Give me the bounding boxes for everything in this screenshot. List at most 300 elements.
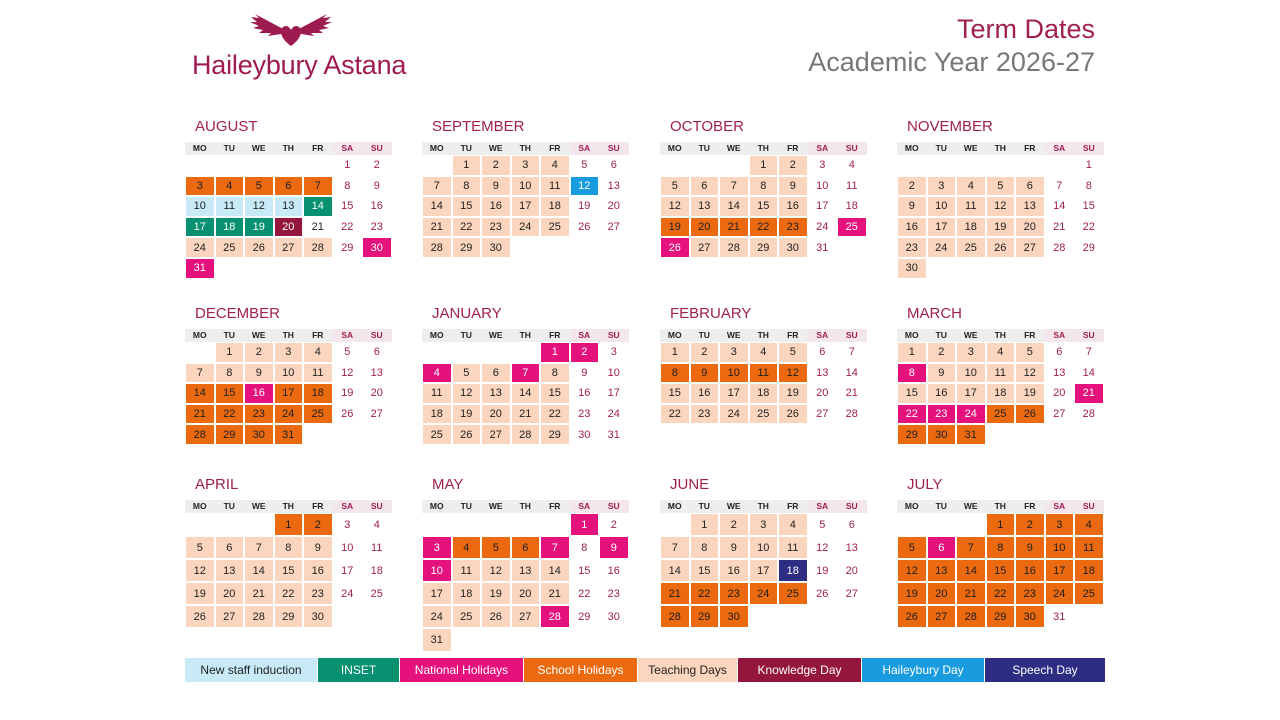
day-cell: 14: [244, 559, 274, 582]
day-cell: 14: [837, 363, 867, 384]
day-cell: 16: [927, 383, 957, 404]
day-cell: 15: [1074, 196, 1104, 217]
month-name: NOVEMBER: [907, 118, 993, 135]
day-cell: 23: [244, 404, 274, 425]
day-cell: 28: [660, 605, 690, 628]
day-header: WE: [956, 500, 986, 513]
day-cell: 25: [303, 404, 333, 425]
day-cell: 4: [749, 342, 779, 363]
day-header: TH: [986, 329, 1016, 342]
day-cell: 20: [690, 217, 720, 238]
day-cell: 21: [303, 217, 333, 238]
day-header: FR: [540, 142, 570, 155]
day-cell: 10: [599, 363, 629, 384]
day-cell: 14: [540, 559, 570, 582]
day-header: TH: [511, 142, 541, 155]
day-header: SA: [1045, 500, 1075, 513]
day-header: TU: [215, 500, 245, 513]
day-cell: 21: [1045, 217, 1075, 238]
day-cell: 12: [808, 536, 838, 559]
day-cell: 27: [690, 237, 720, 258]
day-cell: 10: [511, 176, 541, 197]
day-cell: 31: [422, 628, 452, 651]
day-cell: 20: [215, 582, 245, 605]
day-cell: 12: [1015, 363, 1045, 384]
day-cell: 15: [333, 196, 363, 217]
day-header: SU: [362, 142, 392, 155]
day-cell: 12: [481, 559, 511, 582]
day-header: FR: [540, 500, 570, 513]
legend-item-hday: Haileybury Day: [862, 658, 985, 682]
day-cell: 24: [511, 217, 541, 238]
day-header: SU: [362, 500, 392, 513]
day-header: FR: [303, 329, 333, 342]
month-name: FEBRUARY: [670, 305, 752, 322]
day-cell: 26: [778, 404, 808, 425]
day-cell: 1: [660, 342, 690, 363]
day-cell: 11: [452, 559, 482, 582]
day-cell: 11: [749, 363, 779, 384]
day-cell: 30: [719, 605, 749, 628]
day-header: WE: [719, 500, 749, 513]
day-cell: 2: [362, 155, 392, 176]
day-cell: 6: [599, 155, 629, 176]
day-cell: 2: [244, 342, 274, 363]
day-cell: 1: [333, 155, 363, 176]
day-cell: 6: [808, 342, 838, 363]
empty-cell: [986, 155, 1016, 176]
day-cell: 24: [333, 582, 363, 605]
day-cell: 30: [303, 605, 333, 628]
day-cell: 14: [422, 196, 452, 217]
day-header: SU: [599, 500, 629, 513]
day-cell: 27: [837, 582, 867, 605]
empty-cell: [422, 513, 452, 536]
day-cell: 6: [927, 536, 957, 559]
empty-cell: [690, 155, 720, 176]
day-cell: 21: [837, 383, 867, 404]
empty-cell: [185, 513, 215, 536]
day-cell: 28: [540, 605, 570, 628]
day-cell: 7: [1074, 342, 1104, 363]
day-header: SU: [837, 500, 867, 513]
day-cell: 18: [986, 383, 1016, 404]
day-cell: 18: [215, 217, 245, 238]
day-cell: 28: [1045, 237, 1075, 258]
day-cell: 19: [244, 217, 274, 238]
day-cell: 17: [1045, 559, 1075, 582]
day-header: TH: [511, 329, 541, 342]
day-cell: 26: [897, 605, 927, 628]
day-cell: 29: [452, 237, 482, 258]
day-cell: 4: [303, 342, 333, 363]
school-name: Haileybury Astana: [192, 50, 407, 80]
day-cell: 12: [986, 196, 1016, 217]
day-cell: 15: [215, 383, 245, 404]
day-cell: 25: [956, 237, 986, 258]
day-cell: 16: [1015, 559, 1045, 582]
day-cell: 30: [481, 237, 511, 258]
day-cell: 21: [1074, 383, 1104, 404]
day-cell: 27: [808, 404, 838, 425]
empty-cell: [422, 342, 452, 363]
day-cell: 8: [215, 363, 245, 384]
day-cell: 22: [333, 217, 363, 238]
day-cell: 3: [808, 155, 838, 176]
day-cell: 17: [274, 383, 304, 404]
day-cell: 5: [986, 176, 1016, 197]
empty-cell: [1045, 155, 1075, 176]
day-cell: 26: [452, 424, 482, 445]
day-cell: 2: [570, 342, 600, 363]
day-cell: 29: [215, 424, 245, 445]
day-cell: 7: [511, 363, 541, 384]
empty-cell: [897, 513, 927, 536]
day-cell: 19: [1015, 383, 1045, 404]
day-cell: 9: [690, 363, 720, 384]
day-header: SA: [570, 142, 600, 155]
day-cell: 6: [837, 513, 867, 536]
day-header: TU: [927, 329, 957, 342]
day-cell: 9: [481, 176, 511, 197]
day-cell: 16: [690, 383, 720, 404]
month-name: APRIL: [195, 476, 239, 493]
day-cell: 17: [185, 217, 215, 238]
month-name: AUGUST: [195, 118, 258, 135]
day-cell: 25: [540, 217, 570, 238]
day-cell: 23: [481, 217, 511, 238]
day-header: WE: [244, 142, 274, 155]
day-header: SU: [599, 142, 629, 155]
day-cell: 23: [719, 582, 749, 605]
day-cell: 14: [1074, 363, 1104, 384]
day-cell: 10: [749, 536, 779, 559]
day-cell: 25: [986, 404, 1016, 425]
day-cell: 4: [778, 513, 808, 536]
day-cell: 19: [808, 559, 838, 582]
day-cell: 3: [719, 342, 749, 363]
day-cell: 23: [362, 217, 392, 238]
day-cell: 19: [660, 217, 690, 238]
day-cell: 18: [778, 559, 808, 582]
day-cell: 28: [837, 404, 867, 425]
day-header: MO: [660, 329, 690, 342]
day-cell: 10: [808, 176, 838, 197]
day-cell: 27: [274, 237, 304, 258]
empty-cell: [927, 155, 957, 176]
day-cell: 18: [837, 196, 867, 217]
day-cell: 31: [1045, 605, 1075, 628]
day-cell: 17: [749, 559, 779, 582]
day-cell: 16: [362, 196, 392, 217]
day-header: MO: [185, 142, 215, 155]
day-cell: 5: [185, 536, 215, 559]
day-cell: 1: [897, 342, 927, 363]
day-cell: 21: [244, 582, 274, 605]
day-cell: 5: [897, 536, 927, 559]
day-cell: 11: [215, 196, 245, 217]
day-cell: 18: [956, 217, 986, 238]
day-header: SU: [837, 329, 867, 342]
day-header: SU: [1074, 142, 1104, 155]
day-cell: 6: [215, 536, 245, 559]
day-cell: 11: [986, 363, 1016, 384]
day-cell: 9: [362, 176, 392, 197]
day-cell: 20: [1015, 217, 1045, 238]
day-cell: 8: [274, 536, 304, 559]
day-header: MO: [422, 142, 452, 155]
day-header: TU: [215, 329, 245, 342]
day-cell: 13: [927, 559, 957, 582]
day-cell: 25: [749, 404, 779, 425]
day-header: SA: [333, 142, 363, 155]
day-cell: 25: [215, 237, 245, 258]
day-cell: 23: [690, 404, 720, 425]
day-cell: 16: [599, 559, 629, 582]
legend-item-inset: INSET: [318, 658, 400, 682]
day-cell: 4: [956, 176, 986, 197]
day-cell: 20: [481, 404, 511, 425]
day-cell: 22: [215, 404, 245, 425]
day-cell: 8: [897, 363, 927, 384]
day-cell: 31: [185, 258, 215, 279]
day-cell: 10: [422, 559, 452, 582]
day-cell: 16: [897, 217, 927, 238]
day-cell: 16: [481, 196, 511, 217]
day-cell: 5: [660, 176, 690, 197]
day-cell: 7: [185, 363, 215, 384]
day-cell: 16: [303, 559, 333, 582]
day-cell: 10: [956, 363, 986, 384]
day-header: TH: [511, 500, 541, 513]
day-cell: 25: [362, 582, 392, 605]
day-cell: 31: [599, 424, 629, 445]
day-cell: 10: [1045, 536, 1075, 559]
empty-cell: [897, 155, 927, 176]
day-cell: 13: [837, 536, 867, 559]
day-cell: 18: [540, 196, 570, 217]
day-cell: 14: [511, 383, 541, 404]
day-header: FR: [1015, 500, 1045, 513]
day-cell: 12: [333, 363, 363, 384]
day-cell: 21: [422, 217, 452, 238]
day-header: TH: [749, 329, 779, 342]
empty-cell: [927, 513, 957, 536]
legend-item-knowledge: Knowledge Day: [738, 658, 862, 682]
day-cell: 27: [1015, 237, 1045, 258]
day-cell: 25: [1074, 582, 1104, 605]
day-cell: 2: [599, 513, 629, 536]
day-cell: 21: [719, 217, 749, 238]
day-cell: 13: [1045, 363, 1075, 384]
legend-item-school: School Holidays: [524, 658, 638, 682]
day-header: MO: [897, 500, 927, 513]
day-cell: 29: [690, 605, 720, 628]
day-cell: 8: [1074, 176, 1104, 197]
day-cell: 12: [778, 363, 808, 384]
day-cell: 10: [274, 363, 304, 384]
day-cell: 28: [422, 237, 452, 258]
empty-cell: [481, 513, 511, 536]
day-cell: 18: [362, 559, 392, 582]
day-cell: 22: [690, 582, 720, 605]
day-cell: 7: [719, 176, 749, 197]
day-header: FR: [778, 142, 808, 155]
day-cell: 29: [274, 605, 304, 628]
day-cell: 3: [333, 513, 363, 536]
page-subtitle: Academic Year 2026-27: [808, 47, 1095, 77]
day-header: SA: [808, 329, 838, 342]
day-cell: 29: [540, 424, 570, 445]
day-cell: 26: [185, 605, 215, 628]
empty-cell: [244, 513, 274, 536]
day-cell: 24: [749, 582, 779, 605]
day-cell: 2: [1015, 513, 1045, 536]
day-cell: 4: [540, 155, 570, 176]
day-cell: 22: [452, 217, 482, 238]
day-header: TH: [986, 142, 1016, 155]
day-cell: 27: [927, 605, 957, 628]
day-cell: 25: [837, 217, 867, 238]
day-cell: 13: [808, 363, 838, 384]
day-cell: 24: [274, 404, 304, 425]
day-cell: 2: [481, 155, 511, 176]
day-cell: 12: [570, 176, 600, 197]
day-header: FR: [1015, 142, 1045, 155]
day-cell: 9: [599, 536, 629, 559]
day-cell: 9: [570, 363, 600, 384]
day-cell: 30: [362, 237, 392, 258]
day-cell: 9: [719, 536, 749, 559]
day-cell: 13: [481, 383, 511, 404]
day-cell: 11: [956, 196, 986, 217]
day-cell: 27: [511, 605, 541, 628]
day-cell: 30: [897, 258, 927, 279]
day-cell: 22: [1074, 217, 1104, 238]
month-name: OCTOBER: [670, 118, 744, 135]
day-cell: 5: [481, 536, 511, 559]
day-cell: 28: [303, 237, 333, 258]
day-cell: 2: [303, 513, 333, 536]
day-cell: 10: [185, 196, 215, 217]
day-cell: 9: [303, 536, 333, 559]
day-header: MO: [897, 142, 927, 155]
day-cell: 6: [481, 363, 511, 384]
day-header: SA: [1045, 142, 1075, 155]
day-cell: 20: [599, 196, 629, 217]
day-header: WE: [719, 329, 749, 342]
day-header: MO: [660, 142, 690, 155]
day-cell: 7: [303, 176, 333, 197]
day-cell: 12: [185, 559, 215, 582]
day-cell: 18: [749, 383, 779, 404]
day-cell: 6: [1045, 342, 1075, 363]
day-cell: 21: [660, 582, 690, 605]
day-cell: 29: [1074, 237, 1104, 258]
day-cell: 30: [778, 237, 808, 258]
day-cell: 15: [749, 196, 779, 217]
day-cell: 12: [660, 196, 690, 217]
day-cell: 22: [274, 582, 304, 605]
legend-item-induct: New staff induction: [185, 658, 318, 682]
day-header: FR: [778, 329, 808, 342]
legend: [185, 658, 1106, 682]
day-header: WE: [244, 500, 274, 513]
day-cell: 4: [837, 155, 867, 176]
day-header: TH: [986, 500, 1016, 513]
empty-cell: [956, 513, 986, 536]
day-cell: 6: [362, 342, 392, 363]
day-cell: 24: [927, 237, 957, 258]
day-cell: 26: [660, 237, 690, 258]
day-cell: 29: [986, 605, 1016, 628]
day-cell: 22: [897, 404, 927, 425]
day-cell: 8: [570, 536, 600, 559]
day-cell: 15: [660, 383, 690, 404]
day-cell: 10: [719, 363, 749, 384]
day-header: WE: [956, 329, 986, 342]
day-cell: 25: [422, 424, 452, 445]
day-cell: 22: [986, 582, 1016, 605]
day-cell: 6: [274, 176, 304, 197]
day-cell: 26: [986, 237, 1016, 258]
day-cell: 1: [749, 155, 779, 176]
month-name: JULY: [907, 476, 943, 493]
empty-cell: [511, 342, 541, 363]
day-cell: 9: [927, 363, 957, 384]
day-header: SA: [570, 329, 600, 342]
day-cell: 20: [837, 559, 867, 582]
day-header: SA: [333, 329, 363, 342]
empty-cell: [452, 342, 482, 363]
day-cell: 18: [1074, 559, 1104, 582]
day-cell: 28: [185, 424, 215, 445]
empty-cell: [244, 155, 274, 176]
day-cell: 23: [897, 237, 927, 258]
day-cell: 24: [1045, 582, 1075, 605]
day-cell: 9: [1015, 536, 1045, 559]
day-header: MO: [422, 500, 452, 513]
empty-cell: [1015, 155, 1045, 176]
day-header: TU: [690, 500, 720, 513]
day-cell: 4: [422, 363, 452, 384]
month-name: MAY: [432, 476, 464, 493]
empty-cell: [215, 513, 245, 536]
day-cell: 20: [808, 383, 838, 404]
day-cell: 2: [719, 513, 749, 536]
day-cell: 29: [749, 237, 779, 258]
day-cell: 21: [956, 582, 986, 605]
empty-cell: [422, 155, 452, 176]
day-cell: 14: [956, 559, 986, 582]
day-cell: 9: [778, 176, 808, 197]
day-header: TU: [927, 142, 957, 155]
day-cell: 13: [274, 196, 304, 217]
day-header: SU: [1074, 329, 1104, 342]
day-cell: 1: [986, 513, 1016, 536]
day-cell: 30: [1015, 605, 1045, 628]
day-cell: 28: [956, 605, 986, 628]
day-cell: 11: [837, 176, 867, 197]
day-header: SA: [808, 142, 838, 155]
day-cell: 1: [452, 155, 482, 176]
day-cell: 3: [599, 342, 629, 363]
day-cell: 1: [1074, 155, 1104, 176]
day-cell: 7: [660, 536, 690, 559]
day-cell: 5: [808, 513, 838, 536]
day-header: SA: [808, 500, 838, 513]
day-cell: 20: [362, 383, 392, 404]
